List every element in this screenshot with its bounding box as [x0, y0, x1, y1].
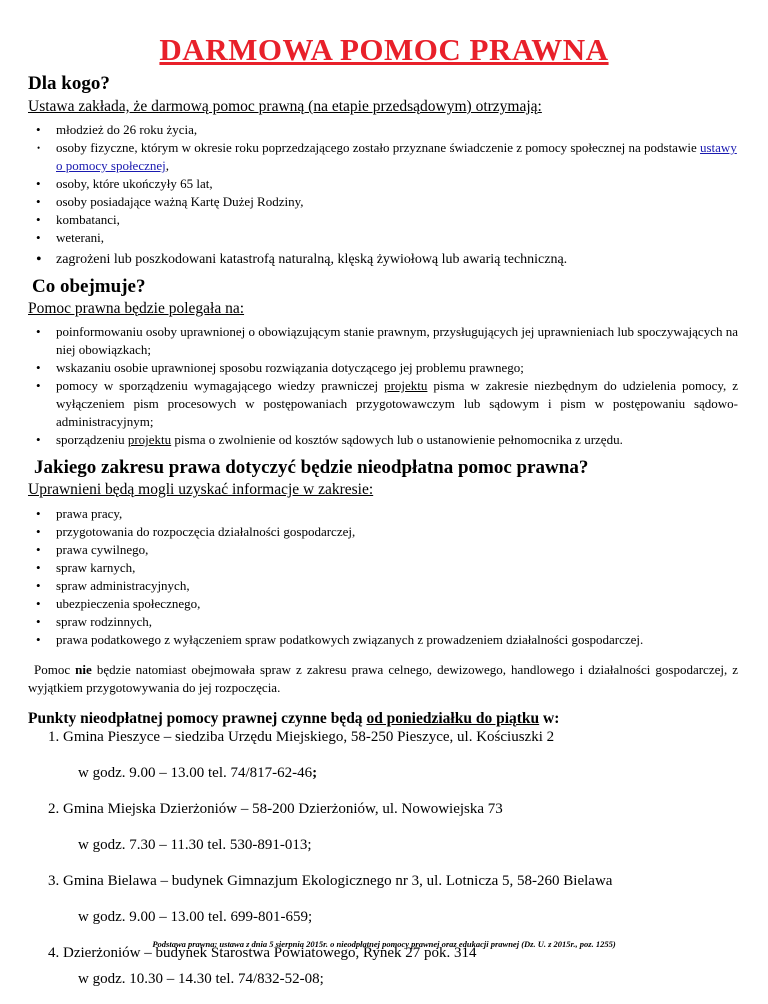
law-link[interactable]: ustawy o pomocy społecznej	[56, 140, 737, 173]
section-intro-dla-kogo: Ustawa zakłada, że darmową pomoc prawną (na etapie przedsądowym) otrzymają:	[28, 98, 542, 115]
list-item: • osoby posiadające ważną Kartę Dużej Rodziny,	[28, 193, 740, 211]
list-item	[28, 377, 738, 431]
point-item	[48, 798, 748, 856]
list-item: • prawa podatkowego z wyłączeniem spraw podatkowych związanych z prowadzeniem działalności gospodarczej.	[28, 631, 740, 649]
point-address: 3. Gmina Bielawa – budynek Gimnazjum Ekologicznego nr 3, ul. Lotnicza 5, 58-260 Bielawa	[48, 873, 613, 889]
points-list	[48, 726, 748, 1004]
point-address: 4. Dzierżoniów – budynek Starostwa Powiatowego, Rynek 27 pok. 314	[48, 945, 477, 961]
list-item: • prawa cywilnego,	[28, 541, 740, 559]
list-item: • spraw rodzinnych,	[28, 613, 740, 631]
section-heading-zakres-prawa: Jakiego zakresu prawa dotyczyć będzie nieodpłatna pomoc prawna?	[34, 457, 589, 478]
points-heading-text: w:	[543, 710, 560, 727]
law-areas-list	[28, 505, 740, 649]
list-item	[28, 139, 740, 175]
section-heading-co-obejmuje: Co obejmuje?	[32, 276, 146, 297]
point-hours-text: w godz. 10.30 – 14.30 tel. 74/832-52-08;	[78, 971, 324, 987]
point-hours	[48, 968, 748, 990]
underlined-word: projektu	[384, 378, 428, 393]
list-item-text: sporządzeniu	[56, 432, 125, 447]
list-item-tail: ,	[165, 158, 169, 173]
list-item: • ubezpieczenia społecznego,	[28, 595, 740, 613]
point-hours-text: w godz. 7.30 – 11.30 tel. 530-891-013;	[78, 837, 312, 853]
section-intro-co-obejmuje: Pomoc prawna będzie polegała na:	[28, 300, 245, 317]
list-item-text: osoby fizyczne, którym w okresie roku poprzedzającego zostało przyznane świadczenie z pomocy społecznej na podstawie	[56, 140, 697, 155]
point-hours	[48, 762, 748, 784]
section-intro-zakres-prawa: Uprawnieni będą mogli uzyskać informacje w zakresie:	[28, 481, 374, 498]
point-item	[48, 726, 748, 784]
list-item: • wskazaniu osobie uprawnionej sposobu rozwiązania dotyczącego jej problemu prawnego;	[28, 359, 738, 377]
underlined-word: projektu	[127, 432, 172, 447]
list-item-text: pisma w zakresie niezbędnym do udzielenia pomocy, z wyłączeniem pism procesowych w postępowaniach przygotowawczym lub sądowym i pism w postępowaniu sądowo-administracyjnym;	[56, 378, 739, 429]
point-address: 2. Gmina Miejska Dzierżoniów – 58-200 Dzierżoniów, ul. Nowowiejska 73	[48, 801, 503, 817]
point-address: 1. Gmina Pieszyce – siedziba Urzędu Miejskiego, 58-250 Pieszyce, ul. Kościuszki 2	[48, 729, 555, 745]
list-item: • spraw karnych,	[28, 559, 740, 577]
legal-basis-footer: Podstawa prawna: ustawa z dnia 5 sierpnia 2015r. o nieodpłatnej pomocy prawnej oraz edukacji prawnej (Dz. U. z 2015r., poz. 1255)	[152, 939, 616, 949]
list-item: • kombatanci,	[28, 211, 740, 229]
point-hours	[48, 906, 748, 928]
page-title: DARMOWA POMOC PRAWNA	[159, 32, 609, 67]
list-item: • prawa pracy,	[28, 505, 740, 523]
list-item: • poinformowaniu osoby uprawnionej o obowiązującym stanie prawnym, przysługujących jej uprawnieniach lub spoczywających na niej obowiązkach;	[28, 323, 738, 359]
list-item: • spraw administracyjnych,	[28, 577, 740, 595]
point-hours-text: w godz. 9.00 – 13.00 tel. 699-801-659;	[78, 909, 313, 925]
points-heading-text: Punkty nieodpłatnej pomocy prawnej czynne będą	[28, 710, 363, 727]
list-item-text: pisma o zwolnienie od kosztów sądowych lub o ustanowienie pełnomocnika z urzędu.	[174, 432, 623, 447]
point-hours-end: ;	[312, 765, 318, 781]
point-item	[48, 870, 748, 928]
list-item	[28, 431, 738, 449]
note-text: Pomoc	[34, 662, 71, 677]
eligibility-list	[28, 121, 740, 269]
note-text: będzie natomiast obejmowała spraw z zakresu prawa celnego, dewizowego, handlowego i działalności gospodarczej, z wyjątkiem przygotowywania do jej rozpoczęcia.	[28, 662, 739, 695]
points-heading-days: od poniedziałku do piątku	[366, 710, 540, 727]
list-item: • przygotowania do rozpoczęcia działalności gospodarczej,	[28, 523, 740, 541]
scope-list	[28, 323, 738, 449]
point-hours-text: w godz. 9.00 – 13.00 tel. 74/817-62-46	[78, 765, 313, 781]
note-emphasis: nie	[75, 662, 92, 677]
list-item: • młodzież do 26 roku życia,	[28, 121, 740, 139]
section-heading-dla-kogo: Dla kogo?	[28, 73, 110, 94]
list-item: • weterani,	[28, 229, 740, 247]
list-item-text: pomocy w sporządzeniu wymagającego wiedzy prawniczej	[56, 378, 379, 393]
list-item: • zagrożeni lub poszkodowani katastrofą naturalną, klęską żywiołową lub awarią techniczną.	[28, 251, 740, 269]
exclusion-note	[28, 661, 738, 697]
list-item: • osoby, które ukończyły 65 lat,	[28, 175, 740, 193]
point-hours	[48, 834, 748, 856]
